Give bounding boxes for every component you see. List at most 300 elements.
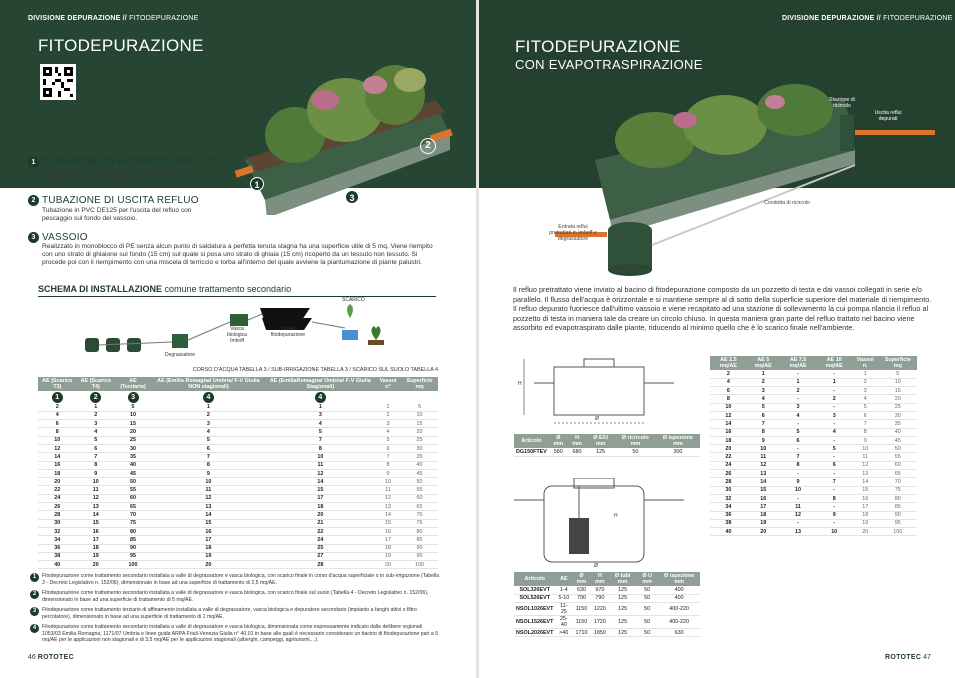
table-cell: 13 bbox=[747, 470, 780, 478]
table-cell: - bbox=[816, 436, 851, 444]
table-cell: 125 bbox=[609, 616, 636, 629]
table-cell: 55 bbox=[115, 486, 151, 494]
table-cell: 11 bbox=[747, 453, 780, 461]
table-cell: 300 bbox=[656, 448, 700, 456]
table-cell: 18 bbox=[375, 544, 401, 552]
table-header: AE (Scarico T3) bbox=[38, 377, 77, 391]
table-cell: 20 bbox=[151, 561, 266, 569]
table-cell: 2 bbox=[816, 395, 851, 403]
table-row bbox=[710, 387, 917, 395]
label-entrata: Entrata reflui pretrattati in Imhoff e degrassatore bbox=[549, 224, 597, 242]
table-cell: - bbox=[816, 370, 851, 378]
table-cell: 7 bbox=[375, 453, 401, 461]
table-cell: 2 bbox=[780, 387, 817, 395]
table-cell: 15 bbox=[375, 519, 401, 527]
table-cell: 16 bbox=[77, 527, 116, 535]
table-cell: 8 bbox=[816, 494, 851, 502]
table-cell: 85 bbox=[115, 536, 151, 544]
table-cell: 1 bbox=[77, 403, 116, 411]
table-cell: 18 bbox=[151, 544, 266, 552]
table-cell: 6 bbox=[747, 411, 780, 419]
table-cell: 16 bbox=[710, 428, 747, 436]
table-cell: 9 bbox=[780, 478, 817, 486]
table-row bbox=[38, 461, 438, 469]
table-cell: 13 bbox=[375, 503, 401, 511]
table-cell: 17 bbox=[151, 536, 266, 544]
table-row bbox=[710, 478, 917, 486]
table-row bbox=[710, 486, 917, 494]
table-cell: 4 bbox=[852, 395, 879, 403]
table-cell: 40 bbox=[879, 428, 917, 436]
table-cell: 7 bbox=[266, 436, 375, 444]
dim-h-2: H bbox=[614, 513, 618, 519]
table-cell: 13 bbox=[852, 470, 879, 478]
schema-label-degrassatore: Degrassatore bbox=[164, 352, 195, 358]
table-cell: 970 bbox=[591, 586, 609, 594]
table-cell: 30 bbox=[115, 444, 151, 452]
stazione-table bbox=[514, 572, 700, 637]
table-cell: 12 bbox=[780, 511, 817, 519]
table-cell: 32 bbox=[710, 494, 747, 502]
table-cell: 26 bbox=[710, 470, 747, 478]
right-section-label: DIVISIONE DEPURAZIONE // FITODEPURAZIONE bbox=[782, 15, 953, 22]
table-cell: 4 bbox=[747, 395, 780, 403]
dim-h-1: H bbox=[518, 381, 522, 387]
table-cell: 6 bbox=[816, 461, 851, 469]
table-cell: 680 bbox=[568, 448, 587, 456]
table-cell: 6 bbox=[151, 444, 266, 452]
table-cell: 20 bbox=[710, 445, 747, 453]
table-cell: SOL526EVT bbox=[514, 594, 555, 602]
table-row bbox=[710, 470, 917, 478]
table-row bbox=[710, 461, 917, 469]
table-cell: 25 bbox=[266, 544, 375, 552]
table-cell: 80 bbox=[115, 527, 151, 535]
right-page-title: FITODEPURAZIONE bbox=[515, 37, 681, 56]
left-page-title: FITODEPURAZIONE bbox=[38, 36, 204, 55]
label-stazione: Stazione di ricircolo bbox=[829, 97, 855, 109]
table-cell: 30 bbox=[38, 519, 77, 527]
table-cell: 45 bbox=[879, 436, 917, 444]
table-header: AE 10 mq/AE bbox=[816, 356, 851, 370]
table-cell: - bbox=[780, 519, 817, 527]
table-cell: 14 bbox=[710, 420, 747, 428]
table-cell: 11 bbox=[375, 486, 401, 494]
table-row bbox=[38, 420, 438, 428]
table-row bbox=[38, 561, 438, 569]
note-3: 3 Fitodepurazione come trattamento terziario di affinamento installata a valle di degrassatore, vasca biologica e depuratore secondario (impianto a fanghi attivi o filtro percolatore), dimensionato in base ad una superficie di trattamento di 1 mq/AE. bbox=[30, 607, 440, 620]
table-cell: 10 bbox=[151, 478, 266, 486]
table-cell: 65 bbox=[879, 470, 917, 478]
table-cell: 13 bbox=[77, 503, 116, 511]
table-cell: 9 bbox=[852, 436, 879, 444]
table-row bbox=[38, 544, 438, 552]
table-header: Ø tubi mm bbox=[609, 572, 636, 586]
table-header-number bbox=[375, 391, 401, 403]
table-cell: 12 bbox=[266, 469, 375, 477]
table-cell: 10 bbox=[266, 453, 375, 461]
table-cell: - bbox=[816, 503, 851, 511]
table-cell: 10 bbox=[375, 478, 401, 486]
dim-d-1: Ø bbox=[595, 416, 599, 422]
table-cell: 15 bbox=[151, 519, 266, 527]
table-cell: 30 bbox=[710, 486, 747, 494]
table-header: Articolo bbox=[514, 572, 555, 586]
table-cell: 65 bbox=[115, 503, 151, 511]
table-row bbox=[38, 453, 438, 461]
table-cell: 4 bbox=[375, 428, 401, 436]
table-cell: 15 bbox=[266, 486, 375, 494]
table-cell: 18 bbox=[266, 503, 375, 511]
table-cell: 5 bbox=[816, 445, 851, 453]
table-cell: 70 bbox=[401, 511, 438, 519]
table-row bbox=[710, 395, 917, 403]
table-row bbox=[38, 503, 438, 511]
table-cell: 630 bbox=[572, 586, 591, 594]
table-cell: 125 bbox=[586, 448, 615, 456]
table-cell: 38 bbox=[710, 519, 747, 527]
table-cell: 6 bbox=[38, 420, 77, 428]
table-cell: 95 bbox=[401, 552, 438, 560]
table-cell: 5 bbox=[77, 436, 116, 444]
table-row bbox=[38, 527, 438, 535]
table-cell: 14 bbox=[38, 453, 77, 461]
table-cell: 10 bbox=[747, 445, 780, 453]
table-header: AE 2,5 mq/AE bbox=[710, 356, 747, 370]
table-cell: 10 bbox=[710, 403, 747, 411]
table-cell: 1 bbox=[151, 403, 266, 411]
left-footer bbox=[28, 654, 74, 661]
table-cell: 90 bbox=[879, 511, 917, 519]
table-row bbox=[710, 420, 917, 428]
pozzetto-drawing bbox=[514, 355, 694, 433]
table-cell: 8 bbox=[780, 461, 817, 469]
table-cell: 28 bbox=[266, 561, 375, 569]
table-cell: 95 bbox=[115, 552, 151, 560]
table-cell: 12 bbox=[710, 411, 747, 419]
table-cell: 80 bbox=[401, 527, 438, 535]
table-cell: 15 bbox=[115, 420, 151, 428]
table-cell: 4 bbox=[816, 428, 851, 436]
callout-3: 3 bbox=[345, 190, 359, 204]
table-cell: 13 bbox=[151, 503, 266, 511]
table-cell: 5 bbox=[375, 436, 401, 444]
table-cell: NSOL2026EVT bbox=[516, 629, 554, 636]
table-cell: - bbox=[780, 420, 817, 428]
table-cell: 50 bbox=[615, 448, 656, 456]
table-cell: 790 bbox=[572, 594, 591, 602]
table-cell: 15 bbox=[852, 486, 879, 494]
table-cell: - bbox=[816, 519, 851, 527]
table-cell: 15 bbox=[879, 387, 917, 395]
table-header: AE (Terziario) bbox=[115, 377, 151, 391]
table-row bbox=[710, 411, 917, 419]
table-cell: >40 bbox=[555, 629, 572, 637]
table-cell: 17 bbox=[77, 536, 116, 544]
table-cell: 8 bbox=[710, 395, 747, 403]
table-cell: 7 bbox=[747, 420, 780, 428]
table-cell: 1150 bbox=[572, 603, 591, 616]
note-4: 4 Fitodepurazione come trattamento secondario installata a valle di degrassatore e vasca biologica, dimensionata come espressamente indicato dalle delibere regionali 1053/03 Emilia Romagna, 1171/07 Umbria e linee guida ARPA Friuli-Venezia Giulia n° 40.01 in base alle quali è necessario considerare un bacino di fitodepurazione pari a 5 mq/AE per le applicazioni non stagionali e di 3,5 mq/AE per le applicazioni stagionali (alberghi, campeggi, agriturismi,...). bbox=[30, 624, 440, 644]
table-cell: 8 bbox=[38, 428, 77, 436]
table-cell: 7 bbox=[816, 478, 851, 486]
table-header: Ø mm bbox=[572, 572, 591, 586]
table-row bbox=[38, 494, 438, 502]
table-cell: 30 bbox=[879, 411, 917, 419]
table-cell: 3 bbox=[375, 420, 401, 428]
table-cell: 20 bbox=[38, 478, 77, 486]
table-header: Ø ispezione mm bbox=[658, 572, 700, 586]
table-cell: 25 bbox=[401, 436, 438, 444]
table-cell: 3 bbox=[151, 420, 266, 428]
table-cell: 12 bbox=[151, 494, 266, 502]
table-cell: 5 bbox=[780, 428, 817, 436]
table-cell: 14 bbox=[77, 511, 116, 519]
table-cell: 28 bbox=[710, 478, 747, 486]
schema-title: SCHEMA DI INSTALLAZIONE comune trattamento secondario bbox=[38, 284, 292, 294]
table-row bbox=[38, 536, 438, 544]
table-cell: 12 bbox=[747, 461, 780, 469]
pozzetto-table bbox=[514, 434, 700, 457]
table-cell: 21 bbox=[266, 519, 375, 527]
table-cell: 70 bbox=[879, 478, 917, 486]
table-row bbox=[514, 616, 700, 629]
table-cell: 80 bbox=[879, 494, 917, 502]
table-cell: 11 bbox=[77, 486, 116, 494]
section-1-heading: 1 TUBAZIONE DI INGRESSO REFLUO bbox=[28, 157, 217, 168]
note-2: 2 Fitodepurazione come trattamento secondario installata a valle di degrassatore e vasca biologica, con scarico finale sul suolo (Tabella 4 - Decreto Legislativo n. 152/06), dimensionato in base ad una superficie di trattamento di 5 mq/AE. bbox=[30, 590, 440, 603]
table-header: Ø E/U mm bbox=[586, 434, 615, 448]
table-cell: 40 bbox=[115, 461, 151, 469]
table-cell: 24 bbox=[38, 494, 77, 502]
table-cell: 5 bbox=[266, 428, 375, 436]
table-cell: 10 bbox=[401, 411, 438, 419]
table-row bbox=[710, 378, 917, 386]
table-cell: - bbox=[780, 445, 817, 453]
table-cell: 5-10 bbox=[555, 594, 572, 602]
table-cell: 3 bbox=[780, 403, 817, 411]
left-sizing-table bbox=[38, 377, 438, 569]
table-cell: 50 bbox=[636, 603, 658, 616]
callout-2: 2 bbox=[420, 138, 436, 154]
table-cell: 5 bbox=[151, 436, 266, 444]
table-cell: 1710 bbox=[572, 629, 591, 637]
note-1: 1 Fitodepurazione come trattamento secondario installata a valle di degrassatore e vasca biologica, con scarico finale in corso d'acqua superficiale o in sub-irrigazione (Tabella 3 - Decreto Legislativo n. 152/06), dimensionato in base ad una superficie di trattamento di 2,5 mq/AE. bbox=[30, 573, 440, 586]
table-row bbox=[38, 428, 438, 436]
table-cell: 12 bbox=[852, 461, 879, 469]
table-cell: 16 bbox=[375, 527, 401, 535]
table-cell: 13 bbox=[780, 528, 817, 536]
qr-code[interactable] bbox=[40, 64, 76, 100]
table-cell: 19 bbox=[747, 519, 780, 527]
table-cell: 25-40 bbox=[555, 616, 572, 629]
table-cell: 2 bbox=[38, 403, 77, 411]
section-1-text: Tubazione in PVC DE125 per l'entrata del refluo con l'immissione sul fondo del vassoio. bbox=[42, 170, 195, 185]
table-cell: 45 bbox=[401, 469, 438, 477]
table-header-number bbox=[115, 391, 151, 403]
table-cell: 20 bbox=[266, 511, 375, 519]
table-cell: 5 bbox=[747, 403, 780, 411]
table-cell: 90 bbox=[115, 544, 151, 552]
table-cell: - bbox=[780, 395, 817, 403]
section-3-heading: 3 VASSOIO bbox=[28, 232, 88, 243]
table-row bbox=[38, 511, 438, 519]
table-cell: 75 bbox=[115, 519, 151, 527]
table-header: Articolo bbox=[514, 434, 549, 448]
table-cell: 27 bbox=[266, 552, 375, 560]
section-3-number: 3 bbox=[28, 232, 39, 243]
table-header-number bbox=[151, 391, 266, 403]
table-header: Ø ricircolo mm bbox=[615, 434, 656, 448]
table-header: AE 5 mq/AE bbox=[747, 356, 780, 370]
table-cell: 3 bbox=[816, 411, 851, 419]
table-cell: 24 bbox=[266, 536, 375, 544]
table-cell: 630 bbox=[658, 629, 700, 637]
table-cell: 22 bbox=[266, 527, 375, 535]
table-cell: 5 bbox=[879, 370, 917, 378]
table-header-number-badge: 1 bbox=[52, 392, 63, 403]
table-cell: 1 bbox=[375, 403, 401, 411]
table-cell: 10 bbox=[38, 436, 77, 444]
table-cell: 9 bbox=[747, 436, 780, 444]
table-cell: - bbox=[816, 420, 851, 428]
table-row bbox=[710, 494, 917, 502]
table-cell: 100 bbox=[879, 528, 917, 536]
table-row bbox=[710, 503, 917, 511]
table-cell: 18 bbox=[710, 436, 747, 444]
table-cell: 50 bbox=[636, 616, 658, 629]
table-row bbox=[710, 519, 917, 527]
table-cell: 22 bbox=[38, 486, 77, 494]
schema-label-vasca: Vasca biologica Imhoff bbox=[227, 326, 247, 344]
table-header: H mm bbox=[591, 572, 609, 586]
table-cell: 3 bbox=[77, 420, 116, 428]
table-cell: - bbox=[816, 403, 851, 411]
table-row bbox=[38, 411, 438, 419]
table-cell: 790 bbox=[591, 594, 609, 602]
table-cell: 4 bbox=[266, 420, 375, 428]
schema-rule bbox=[38, 296, 436, 297]
table-cell: 1150 bbox=[572, 616, 591, 629]
right-sizing-table bbox=[710, 356, 917, 536]
callout-1: 1 bbox=[250, 177, 264, 191]
table-header: Ø U mm bbox=[636, 572, 658, 586]
table-cell: 1 bbox=[852, 370, 879, 378]
table-cell: 12 bbox=[77, 494, 116, 502]
table-cell: 1220 bbox=[591, 603, 609, 616]
section-3-text: Realizzato in monoblocco di PE senza alcun punto di saldatura a perfetta tenuta stagna ha una superficie utile di 5 mq. Viene riempito con uno strato di ghiaione sul fondo (15 cm) sul quale si posa uno strato di ghiaia (15 cm) ricoperto da un tessuto non tessuto. Si procede poi con il riempimento con una miscela di terriccio e torba all'interno del quale avviene la piantumazione di piante palustri. bbox=[42, 243, 433, 266]
table-cell: 19 bbox=[375, 552, 401, 560]
table-cell: 50 bbox=[636, 594, 658, 602]
table-cell: 11 bbox=[780, 503, 817, 511]
table-cell: 95 bbox=[879, 519, 917, 527]
table-cell: 10 bbox=[879, 378, 917, 386]
table-row bbox=[38, 436, 438, 444]
table-row bbox=[38, 403, 438, 411]
table-header: AE (Emilia Romagna/ Umbria/ F-V Giulia NON stagionali) bbox=[151, 377, 266, 391]
table-cell: 18 bbox=[852, 511, 879, 519]
table-cell: 75 bbox=[401, 519, 438, 527]
table-cell: 8 bbox=[266, 444, 375, 452]
table-cell: 40 bbox=[710, 528, 747, 536]
table-header: Vassoi n. bbox=[852, 356, 879, 370]
table-row bbox=[710, 428, 917, 436]
table-cell: 50 bbox=[115, 478, 151, 486]
table-cell: 8 bbox=[77, 461, 116, 469]
table-cell: 10 bbox=[780, 486, 817, 494]
table-cell: 30 bbox=[401, 444, 438, 452]
table-cell: 17 bbox=[375, 536, 401, 544]
table-cell: 20 bbox=[375, 561, 401, 569]
table-cell: 12 bbox=[38, 444, 77, 452]
table-cell: 2 bbox=[77, 411, 116, 419]
table-cell: 14 bbox=[375, 511, 401, 519]
table-cell: 28 bbox=[38, 511, 77, 519]
table-cell: 6 bbox=[780, 436, 817, 444]
right-description: Il refluo pretrattato viene inviato al bacino di fitodepurazione composto da un pozzetto di testa e dai vassoi collegati in serie e/o parallelo. Il flusso dell'acqua è orizzontale e si mantiene sempre al di sotto della superficie superiore del materiale di riempimento. Il refluo depurato fuoriesce dall'ultimo vassoio e viene recapitato ad una stazione di sollevamento la cui pompa rilancia il refluo al pozzetto di testa in maniera tale da creare un circolo chiuso. In questa maniera gran parte del refluo trattato nel bacino viene assorbito ed evapotraspirato dalle piante, riducendo al minimo quello che è lo scarico finale nell'ambiente. bbox=[513, 285, 932, 333]
table-row bbox=[514, 448, 700, 456]
table-cell: 580 bbox=[549, 448, 568, 456]
table-cell: 2 bbox=[151, 411, 266, 419]
table-cell: 60 bbox=[401, 494, 438, 502]
table-cell: 15 bbox=[747, 486, 780, 494]
table-cell: 10 bbox=[77, 478, 116, 486]
table-cell: 100 bbox=[115, 561, 151, 569]
table-cell: 18 bbox=[747, 511, 780, 519]
right-page-number: 47 bbox=[923, 654, 931, 661]
table-cell: 9 bbox=[77, 469, 116, 477]
table-cell: 85 bbox=[879, 503, 917, 511]
table-cell: - bbox=[780, 370, 817, 378]
table-row bbox=[710, 403, 917, 411]
table-cell: 25 bbox=[115, 436, 151, 444]
table-header-number bbox=[38, 391, 77, 403]
table-header-number bbox=[401, 391, 438, 403]
stazione-drawing bbox=[514, 478, 694, 570]
table-row bbox=[710, 445, 917, 453]
label-pozzetto: Pozzetto di testa bbox=[610, 268, 650, 274]
schema-label-vassoi: Vassoi fitodepurazione bbox=[270, 326, 306, 338]
table-cell: 16 bbox=[151, 527, 266, 535]
table-cell: 5 bbox=[401, 403, 438, 411]
table-cell: 9 bbox=[151, 469, 266, 477]
table-cell: 7 bbox=[852, 420, 879, 428]
table-cell: 15 bbox=[401, 420, 438, 428]
table-cell: 11-25 bbox=[555, 603, 572, 616]
schema-label-scarico: SCARICO bbox=[342, 297, 365, 303]
section-1-number: 1 bbox=[28, 157, 39, 168]
table-cell: 6 bbox=[852, 411, 879, 419]
table-cell: 60 bbox=[115, 494, 151, 502]
right-brand: ROTOTEC bbox=[885, 654, 922, 661]
table-cell: 36 bbox=[38, 544, 77, 552]
table-cell: - bbox=[816, 387, 851, 395]
table-cell: 4 bbox=[151, 428, 266, 436]
table-header-number-badge: 4 bbox=[315, 392, 326, 403]
table-cell: 50 bbox=[636, 586, 658, 594]
left-brand: ROTOTEC bbox=[37, 654, 74, 661]
section-2-number: 2 bbox=[28, 195, 39, 206]
table-cell: 20 bbox=[115, 428, 151, 436]
table-cell: 14 bbox=[747, 478, 780, 486]
table-cell: 400-220 bbox=[658, 616, 700, 629]
table-cell: 8 bbox=[747, 428, 780, 436]
table-row bbox=[710, 436, 917, 444]
table-cell: 7 bbox=[77, 453, 116, 461]
table-row bbox=[38, 444, 438, 452]
table-header: Superficie mq bbox=[879, 356, 917, 370]
table-cell: - bbox=[816, 470, 851, 478]
